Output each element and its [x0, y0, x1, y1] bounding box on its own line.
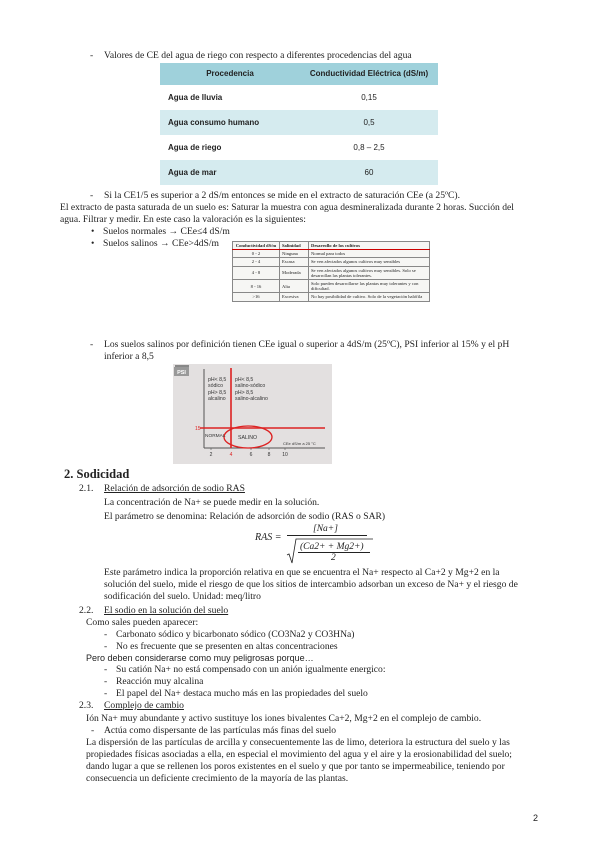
extract-line-1: El extracto de pasta saturada de un suelo es: Saturar la muestra con agua desmineralizada durante 2 horas. Succión del: [60, 202, 514, 213]
table-header: Conductividad dS/m: [233, 242, 280, 250]
paragraph-line: La dispersión de las partículas de arcilla y consecuentemente las de limo, deteriora la estructura del suelo y las: [86, 737, 510, 748]
subsection-title: Complejo de cambio: [104, 700, 184, 711]
bullet-dot-icon: •: [91, 238, 95, 249]
page-number: 2: [533, 813, 539, 823]
bullet-dash: -: [90, 339, 94, 350]
psi-label: PSI: [177, 370, 186, 376]
table-cell: Moderada: [280, 266, 309, 279]
table-cell: 8 - 16: [233, 280, 280, 293]
table-cell: >16: [233, 293, 280, 301]
sodic-text: pH> 8,5: [208, 390, 227, 396]
paragraph-line: propiedades físicas asociadas a ella, en especial el movimiento del agua y el aire y la erosionabilidad del suelo;: [86, 749, 512, 760]
table-row: [233, 250, 430, 258]
table-header-row: [233, 242, 430, 250]
bullet-dash: -: [90, 50, 94, 61]
x-tick-label: 10: [282, 452, 288, 458]
sodic-text: pH< 8,5: [208, 377, 227, 383]
table-header: Procedencia: [160, 63, 300, 85]
table-cell: 4 - 8: [233, 266, 280, 279]
table-row: [233, 258, 430, 266]
list-item: El papel del Na+ destaca mucho más en las propiedades del suelo: [116, 688, 368, 699]
table-cell: Escasa: [280, 258, 309, 266]
table-cell: Agua consumo humano: [160, 110, 300, 135]
bullet-dot-icon: •: [91, 226, 95, 237]
paragraph: Ión Na+ muy abundante y activo sustituye los iones bivalentes Ca+2, Mg+2 en el complejo de cambio.: [86, 713, 482, 724]
x-tick-label: 4: [229, 452, 233, 458]
table-header: Desarrollo de los cultivos: [309, 242, 430, 250]
saline-sodic-text: salino-alcalino: [235, 396, 268, 402]
subsection-number: 2.2.: [79, 605, 94, 616]
list-item: Carbonato sódico y bicarbonato sódico (CO3Na2 y CO3HNa): [116, 629, 355, 640]
table-header: Conductividad Eléctrica (dS/m): [300, 63, 438, 85]
ras-formula: [255, 522, 375, 564]
formula-lhs: RAS =: [255, 532, 282, 543]
paragraph-line: sodificación del suelo. Unidad: meq/litro: [104, 591, 261, 602]
table-cell: Agua de lluvia: [160, 85, 300, 110]
table-cell: No hay posibilidad de cultivo. Solo de la vegetación halófila: [309, 293, 430, 301]
table-row: [233, 293, 430, 301]
list-item: Su catión Na+ no está compensado con un anión igualmente energico:: [116, 664, 386, 675]
table-cell: 60: [300, 160, 438, 185]
bullet-dash: -: [104, 664, 108, 675]
ce15-bullet: Si la CE1/5 es superior a 2 dS/m entonces se mide en el extracto de saturación CEe (a 25ºC).: [104, 190, 460, 201]
x-tick-label: 8: [267, 452, 271, 458]
table-cell: 0,15: [300, 85, 438, 110]
saline-label: SALINO: [238, 435, 258, 441]
formula-numerator: [Na+]: [313, 524, 338, 534]
fraction-line: [287, 535, 367, 536]
table-cell: Solo pueden desarrollarse las plantas muy tolerantes y con dificultad.: [309, 280, 430, 293]
table-cell: Se ven afectados algunos cultivos muy sensibles: [309, 258, 430, 266]
paragraph: La concentración de Na+ se puede medir en la solución.: [104, 497, 320, 508]
subsection-number: 2.3.: [79, 700, 94, 711]
saline-sodic-text: pH> 8,5: [235, 390, 254, 396]
saline-line-2: inferior a 8,5: [104, 351, 154, 362]
table-cell: 0,8 – 2,5: [300, 135, 438, 160]
bullet-dash: -: [91, 725, 95, 736]
normal-label: NORMAL: [205, 434, 226, 439]
y-tick-15: 15: [195, 426, 201, 432]
bullet-dash: -: [104, 676, 108, 687]
paragraph-line: dando lugar a que se rellenen los poros existentes en el suelo y que por tanto se impermeabilice, teniendo por: [86, 761, 505, 772]
table-row: [233, 280, 430, 293]
saline-line-1: Los suelos salinos por definición tienen CEe igual o superior a 4dS/m (25ºC), PSI inferior al 15% y el pH: [104, 339, 510, 350]
x-tick-label: 6: [249, 452, 253, 458]
table-cell: Normal para todos: [309, 250, 430, 258]
extract-line-2: agua. Filtrar y medir. En este caso la valoración es la siguientes:: [60, 214, 306, 225]
list-item: Actúa como dispersante de las partículas más finas del suelo: [104, 725, 337, 736]
paragraph-line: consecuencia un deficiente crecimiento de la mayoría de las plantas.: [86, 773, 349, 784]
saline-sodic-text: pH< 8,5: [235, 377, 254, 383]
paragraph-line: Este parámetro indica la proporción relativa en que se encuentra el Na+ respecto al Ca+2 y Mg+2 en la: [104, 567, 500, 578]
table-cell: Ninguna: [280, 250, 309, 258]
subsection-number: 2.1.: [79, 483, 94, 494]
table-row: [160, 85, 438, 110]
list-item: No es frecuente que se presenten en altas concentraciones: [116, 641, 338, 652]
bullet-dash: -: [104, 629, 108, 640]
list-item: Reacción muy alcalina: [116, 676, 204, 687]
salinity-table: [232, 241, 430, 302]
formula-denominator-top: (Ca2+ + Mg2+): [300, 542, 364, 552]
table-cell: Se ven afectados algunos cultivos muy sensibles. Solo se desarrollan las plantas tolerantes.: [309, 266, 430, 279]
salinity-sodicity-graph: [173, 364, 332, 464]
table-cell: 2 - 4: [233, 258, 280, 266]
formula-denominator-bottom: 2: [331, 553, 336, 563]
bullet-dash: -: [104, 641, 108, 652]
paragraph: El parámetro se denomina: Relación de adsorción de sodio (RAS o SAR): [104, 511, 386, 522]
table-row: [160, 110, 438, 135]
table-header: Salinidad: [280, 242, 309, 250]
paragraph: Como sales pueden aparecer:: [86, 617, 199, 628]
table-row: [160, 135, 438, 160]
table-cell: Alta: [280, 280, 309, 293]
table-cell: Excesiva: [280, 293, 309, 301]
bullet-dash: -: [90, 190, 94, 201]
paragraph-line: solución del suelo, mide el riesgo de que los sitios de intercambio adsorban un exceso de Na+ y el riesgo de: [104, 579, 518, 590]
soil-bullet-saline: Suelos salinos → CEe>4dS/m: [103, 238, 220, 249]
intro-bullet: Valores de CE del agua de riego con respecto a diferentes procedencias del agua: [104, 50, 412, 61]
table-cell: Agua de mar: [160, 160, 300, 185]
table-cell: 0 - 2: [233, 250, 280, 258]
x-axis-label: CEe dS/m a 25 °C: [283, 441, 316, 446]
section-2-title: 2. Sodicidad: [64, 467, 130, 481]
table-header-row: [160, 63, 438, 85]
soil-bullet-normal: Suelos normales → CEe≤4 dS/m: [103, 226, 230, 237]
subsection-title: El sodio en la solución del suelo: [104, 605, 229, 616]
saline-sodic-text: salino-sódico: [235, 383, 266, 389]
conductivity-table: [160, 63, 438, 185]
subsection-title: Relación de adsorción de sodio RAS: [104, 483, 245, 494]
sodic-text: sódico: [208, 383, 223, 389]
table-cell: Agua de riego: [160, 135, 300, 160]
table-row: [160, 160, 438, 185]
bullet-dash: -: [104, 688, 108, 699]
sodic-text: alcalino: [208, 396, 226, 402]
table-cell: 0,5: [300, 110, 438, 135]
table-row: [233, 266, 430, 279]
x-tick-label: 2: [209, 452, 213, 458]
paragraph: Pero deben considerarse como muy peligrosas porque…: [86, 653, 314, 663]
